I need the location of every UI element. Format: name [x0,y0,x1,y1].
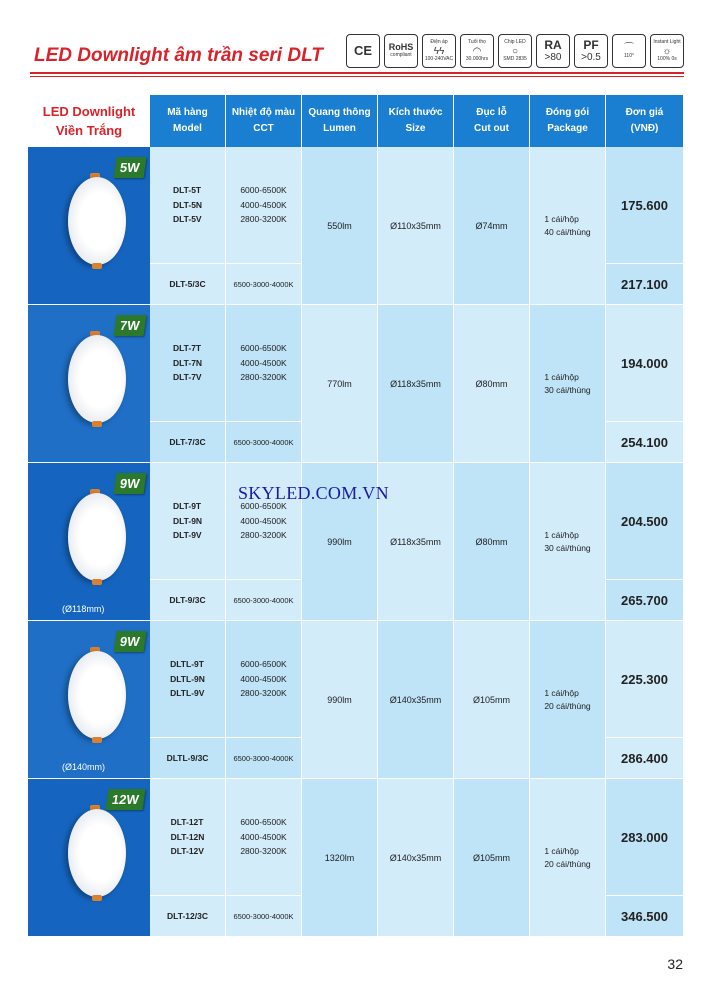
model-cell [150,463,226,620]
spring-clip [92,263,102,269]
cct-value: 4000-4500K [240,357,287,368]
cct-3c: 6500-3000-4000K [233,595,294,605]
price-3c: 286.400 [621,750,668,766]
model-code: DLT-12T [170,817,204,828]
cct-value: 4000-4500K [240,673,287,684]
product-image [28,305,150,462]
table-row-group [28,779,684,937]
size-value: Ø140x35mm [389,694,442,705]
wattage-badge: 5W [113,157,145,178]
voltage-badge [422,34,456,68]
table-row-group [28,305,684,463]
downlight-icon [68,651,128,741]
lifetime-badge-label: Tuổi thọ [468,39,486,45]
sun-icon: ☼ [662,45,672,57]
wattage-badge: 12W [106,789,146,810]
product-image [28,779,150,936]
header-divider [30,72,684,74]
downlight-icon [68,335,128,425]
page-number: 32 [667,956,683,972]
ra-badge-value: >80 [544,52,562,64]
cct-value: 4000-4500K [240,831,287,842]
package-cell [530,621,606,778]
cutout-value: Ø74mm [475,220,508,231]
package-cell [530,147,606,304]
package-line: 1 cái/hộp [544,213,579,224]
pf-badge-label: PF [583,37,599,52]
cct-value: 2800-3200K [240,214,287,225]
model-code-3c: DLT-7/3C [169,436,206,447]
col-header-cutout-vi: Đục lỗ [476,107,507,118]
header-divider-thin [30,76,684,77]
price-3c: 265.700 [621,592,668,608]
cct-value: 2800-3200K [240,372,287,383]
cct-3c: 6500-3000-4000K [233,911,294,921]
package-line: 30 cái/thùng [544,384,591,395]
lumen-cell [302,305,378,462]
model-code-3c: DLTL-9/3C [166,752,209,763]
model-code: DLT-12N [170,831,205,842]
watermark: SKYLED.COM.VN [238,483,389,503]
certification-badges [346,34,684,68]
ce-badge-text: CE [353,42,373,58]
package-cell [530,305,606,462]
price-single: 225.300 [606,621,683,738]
cct-3c: 6500-3000-4000K [233,279,294,289]
downlight-icon [68,177,128,267]
cct-value: 6000-6500K [240,185,287,196]
price-single: 194.000 [606,305,683,422]
instant-badge-value: 100% 0s [657,55,677,62]
cutout-value: Ø80mm [475,536,508,547]
voltage-badge-label: Điện áp [430,39,448,45]
ra-badge-label: RA [544,37,562,52]
model-code: DLT-7V [172,372,202,383]
beam-badge [612,34,646,68]
model-cell [150,147,226,304]
package-line: 1 cái/hộp [544,845,579,856]
price-table [28,95,684,937]
price-single: 204.500 [606,463,683,580]
size-cell [378,621,454,778]
cutout-value: Ø105mm [472,852,510,863]
downlight-icon [68,809,128,899]
package-line: 1 cái/hộp [544,687,579,698]
pf-badge [574,34,608,68]
lamp-disc [68,809,126,897]
size-cell [378,463,454,620]
instant-badge [650,34,684,68]
cct-value: 6000-6500K [240,817,287,828]
cct-value: 2800-3200K [240,846,287,857]
beam-badge-value: 110° [624,52,634,59]
lamp-disc [68,651,126,739]
page-title: LED Downlight âm trần seri DLT [34,45,323,66]
col-header-cutout-en: Cut out [474,123,509,134]
col-header-lumen [302,95,378,147]
cct-value: 6000-6500K [240,659,287,670]
product-image [28,147,150,304]
package-cell [530,779,606,936]
package-line: 40 cái/thùng [544,226,591,237]
package-cell [530,463,606,620]
model-code-3c: DLT-5/3C [169,278,206,289]
col-header-price-vi: Đơn giá [625,107,664,118]
size-value: Ø118x35mm [390,378,441,389]
package-line: 20 cái/thùng [544,700,591,711]
table-row-group [28,621,684,779]
lumen-value: 1320lm [324,852,355,863]
model-cell [150,621,226,778]
price-cell [606,621,684,778]
size-note: (Ø118mm) [62,604,105,614]
cct-3c: 6500-3000-4000K [233,753,294,763]
size-value: Ø118x35mm [390,536,441,547]
downlight-icon [68,493,128,583]
lightning-icon: ϟϟ [433,45,445,57]
col-header-model-en: Model [173,123,202,134]
wattage-badge: 9W [113,631,145,652]
price-3c: 254.100 [621,434,668,450]
lumen-cell [302,147,378,304]
lumen-value: 770lm [327,378,352,389]
col-header-package [530,95,606,147]
col-header-size [378,95,454,147]
price-single: 175.600 [606,147,683,264]
cutout-value: Ø105mm [472,694,510,705]
model-code: DLT-7N [172,357,203,368]
col-header-model [150,95,226,147]
table-row-group [28,147,684,305]
model-code: DLTL-9T [170,659,204,670]
product-line-subtitle: Viền Trắng [55,122,123,138]
lumen-cell [302,779,378,936]
cct-value: 2800-3200K [240,530,287,541]
rohs-badge-text: RoHS [388,42,414,53]
price-3c: 346.500 [621,908,668,924]
chip-badge [498,34,532,68]
size-value: Ø140x35mm [389,852,442,863]
col-header-cct-vi: Nhiệt độ màu [231,107,296,118]
cutout-cell [454,147,530,304]
lifetime-badge [460,34,494,68]
product-image [28,463,150,620]
model-code-3c: DLT-12/3C [167,910,208,921]
price-cell [606,779,684,936]
price-cell [606,147,684,304]
chip-badge-label: Chip LED [504,39,526,45]
model-code: DLT-12V [170,846,204,857]
lumen-value: 990lm [327,694,352,705]
price-cell [606,305,684,462]
size-cell [378,779,454,936]
size-note: (Ø140mm) [62,762,106,772]
size-cell [378,305,454,462]
price-cell [606,463,684,620]
cct-cell [226,621,302,778]
model-code: DLT-9T [172,501,202,512]
price-3c: 217.100 [621,276,668,292]
cutout-cell [454,621,530,778]
cct-cell [226,779,302,936]
model-code: DLT-5N [172,199,203,210]
chip-badge-value: SMD 2835 [503,55,527,62]
table-header [28,95,684,147]
pf-badge-value: >0.5 [581,52,601,64]
ra-badge [536,34,570,68]
spring-clip [92,421,102,427]
cct-value: 4000-4500K [240,515,287,526]
beam-angle-icon: ⌒ [624,42,634,54]
col-header-cct [226,95,302,147]
price-single: 283.000 [606,779,683,896]
model-code: DLT-5T [172,185,202,196]
col-header-model-vi: Mã hàng [167,107,208,118]
spring-clip [92,737,102,743]
model-code: DLTL-9N [170,673,205,684]
lumen-value: 990lm [327,536,352,547]
col-header-package-en: Package [547,123,588,134]
package-line: 1 cái/hộp [544,529,579,540]
lumen-value: 550lm [327,220,352,231]
col-header-price-en: (VNĐ) [630,123,659,134]
model-code-3c: DLT-9/3C [169,594,206,605]
ce-badge [346,34,380,68]
instant-badge-label: Instant Light [653,39,681,45]
cutout-cell [454,305,530,462]
col-header-lumen-vi: Quang thông [308,107,371,118]
col-header-size-vi: Kích thước [388,107,443,118]
cct-value: 2800-3200K [240,688,287,699]
product-image [28,621,150,778]
model-cell [150,779,226,936]
rohs-badge-sub: compliant [390,52,412,59]
package-line: 30 cái/thùng [544,542,591,553]
col-header-cct-en: CCT [253,123,274,134]
cct-3c: 6500-3000-4000K [233,437,294,447]
cutout-value: Ø80mm [475,378,508,389]
cutout-cell [454,463,530,620]
col-header-price [606,95,684,147]
lamp-disc [68,335,126,423]
model-code: DLT-5V [172,214,202,225]
lamp-disc [68,493,126,581]
package-line: 1 cái/hộp [544,371,579,382]
model-cell [150,305,226,462]
col-header-size-en: Size [405,123,426,134]
size-cell [378,147,454,304]
size-value: Ø110x35mm [390,220,441,231]
wattage-badge: 7W [113,315,145,336]
cutout-cell [454,779,530,936]
lifetime-badge-value: 30.000hrs [465,55,489,62]
cct-cell [226,305,302,462]
model-code: DLT-9V [172,530,202,541]
table-body [28,147,684,937]
table-header-product [28,95,150,147]
lumen-cell [302,621,378,778]
bulb-icon: ○ [511,45,519,57]
product-line-title: LED Downlight [42,104,136,120]
model-code: DLTL-9V [170,688,205,699]
col-header-cutout [454,95,530,147]
spring-clip [92,895,102,901]
cct-value: 4000-4500K [240,199,287,210]
cct-value: 6000-6500K [240,343,287,354]
cct-cell [226,147,302,304]
voltage-badge-value: 100-240VAC [424,55,454,62]
package-line: 20 cái/thùng [544,858,591,869]
col-header-package-vi: Đóng gói [545,107,590,118]
col-header-lumen-en: Lumen [323,123,356,134]
model-code: DLT-7T [172,343,202,354]
model-code: DLT-9N [172,515,203,526]
spring-clip [92,579,102,585]
lamp-disc [68,177,126,265]
wattage-badge: 9W [113,473,145,494]
cct-value: 6000-6500K [240,501,287,512]
gauge-icon: ◠ [472,45,482,57]
rohs-badge [384,34,418,68]
